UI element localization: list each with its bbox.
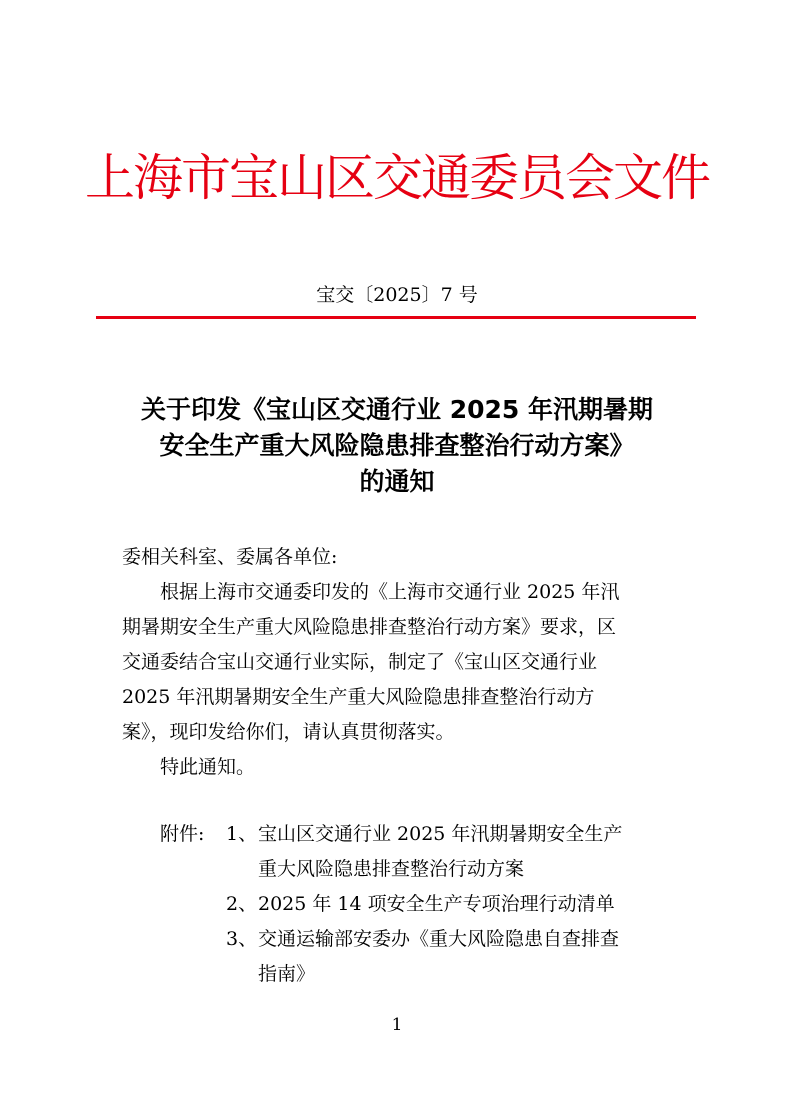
- paragraph-line: 交通委结合宝山交通行业实际，制定了《宝山区交通行业: [122, 651, 598, 673]
- red-header-title: 上海市宝山区交通委员会文件: [85, 149, 709, 207]
- document-title: [100, 392, 694, 500]
- body-paragraph: [122, 575, 670, 750]
- attachment-text: 2025 年 14 项安全生产专项治理行动清单: [258, 893, 615, 915]
- attachment-item: [160, 887, 680, 922]
- title-line-2: 安全生产重大风险隐患排查整治行动方案》: [159, 431, 635, 460]
- closing-text: 特此通知。: [160, 756, 256, 778]
- red-divider-line: [96, 316, 696, 319]
- document-number: 宝交〔2025〕7 号: [316, 284, 478, 306]
- attachment-text-continued: 重大风险隐患排查整治行动方案: [258, 858, 525, 880]
- attachment-text-continued: 指南》: [258, 963, 316, 985]
- paragraph-line: 根据上海市交通委印发的《上海市交通行业 2025 年汛: [160, 581, 620, 603]
- title-line-3: 的通知: [359, 467, 435, 496]
- page-number: 1: [391, 1015, 403, 1035]
- title-line-1: 关于印发《宝山区交通行业 2025 年汛期暑期: [141, 395, 653, 424]
- attachments-list: [160, 817, 680, 992]
- attachment-text: 宝山区交通行业 2025 年汛期暑期安全生产: [258, 823, 623, 845]
- attachment-text: 交通运输部安委办《重大风险隐患自查排查: [258, 928, 620, 950]
- paragraph-line: 2025 年汛期暑期安全生产重大风险隐患排查整治行动方: [122, 686, 595, 708]
- attachment-number: 3、: [226, 928, 258, 950]
- attachment-number: 1、: [226, 823, 258, 845]
- attachment-number: 2、: [226, 893, 258, 915]
- attachment-item: [160, 922, 680, 957]
- salutation: 委相关科室、委属各单位:: [122, 546, 338, 568]
- attachments-label: 附件:: [160, 823, 205, 845]
- paragraph-line: 案》，现印发给你们，请认真贯彻落实。: [122, 721, 455, 743]
- paragraph-line: 期暑期安全生产重大风险隐患排查整治行动方案》要求，区: [122, 616, 617, 638]
- attachment-item: [160, 817, 680, 852]
